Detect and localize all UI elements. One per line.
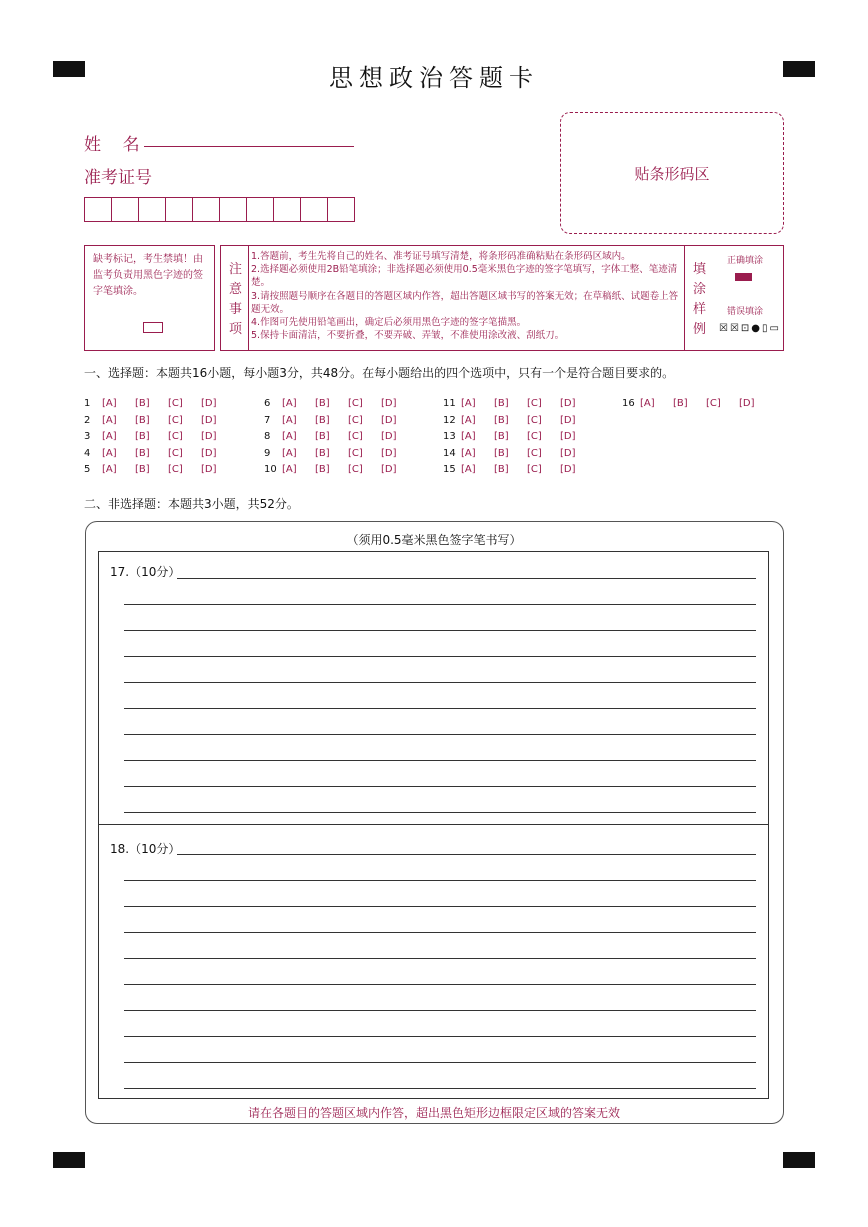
mc-option-bubble[interactable]: [B] <box>494 464 509 476</box>
mc-question-row <box>443 431 593 448</box>
mc-option-bubble[interactable]: [C] <box>168 398 183 409</box>
divider <box>684 246 685 350</box>
mc-question-number: 2 <box>84 414 91 426</box>
mc-option-bubble[interactable]: [C] <box>527 447 542 459</box>
exam-id-cell[interactable] <box>192 197 220 222</box>
mc-option-bubble[interactable]: [C] <box>168 447 183 459</box>
fill-wrong-label: 错误填涂 <box>726 307 763 317</box>
page-title: 思想政治答题卡 <box>329 64 539 92</box>
mc-question-number: 14 <box>443 447 456 459</box>
mc-option-bubble[interactable]: [D] <box>381 414 397 426</box>
mc-option-bubble[interactable]: [B] <box>673 398 688 409</box>
answer-line[interactable] <box>124 984 756 985</box>
mc-option-bubble[interactable]: [D] <box>560 447 576 459</box>
mc-option-bubble[interactable]: [B] <box>494 398 509 409</box>
mc-question-row <box>264 431 414 448</box>
mc-question-row <box>84 448 234 465</box>
absent-mark-slot[interactable] <box>143 322 163 333</box>
exam-id-cell[interactable] <box>165 197 193 222</box>
mc-option-bubble[interactable]: [D] <box>201 447 217 459</box>
mc-option-bubble[interactable]: [A] <box>461 464 476 476</box>
mc-option-bubble[interactable]: [D] <box>201 431 217 443</box>
answer-line[interactable] <box>124 656 756 657</box>
mc-option-bubble[interactable]: [D] <box>381 398 397 409</box>
mc-option-bubble[interactable]: [C] <box>348 447 363 459</box>
question-divider <box>98 824 769 825</box>
mc-question-number: 5 <box>84 464 91 476</box>
exam-id-cell[interactable] <box>219 197 247 222</box>
mc-option-bubble[interactable]: [A] <box>461 431 476 443</box>
mc-option-bubble[interactable]: [A] <box>282 414 297 426</box>
mc-option-bubble[interactable]: [B] <box>315 398 330 409</box>
mc-question-row <box>264 415 414 432</box>
mc-option-bubble[interactable]: [C] <box>168 431 183 443</box>
mc-option-bubble[interactable]: [D] <box>381 431 397 443</box>
exam-id-cell[interactable] <box>84 197 112 222</box>
mc-question-row <box>84 398 234 415</box>
mc-question-row <box>443 398 593 415</box>
note-item: 1.答题前，考生先将自己的姓名、准考证号填写清楚，将条形码准确粘贴在条形码区域内。 <box>251 251 631 262</box>
mc-option-bubble[interactable]: [B] <box>135 414 150 426</box>
answer-line[interactable] <box>124 682 756 683</box>
mc-option-bubble[interactable]: [C] <box>348 398 363 409</box>
mc-question-row <box>443 464 593 481</box>
mc-question-row <box>84 464 234 481</box>
mc-option-bubble[interactable]: [C] <box>348 431 363 443</box>
mc-question-number: 9 <box>264 447 271 459</box>
mc-option-bubble[interactable]: [C] <box>527 398 542 409</box>
notice-block <box>84 245 783 351</box>
exam-id-cell[interactable] <box>111 197 139 222</box>
answer-line[interactable] <box>124 1088 756 1089</box>
answer-line[interactable] <box>124 760 756 761</box>
mc-option-bubble[interactable]: [D] <box>381 464 397 476</box>
mc-question-number: 12 <box>443 414 456 426</box>
mc-option-bubble[interactable]: [D] <box>560 414 576 426</box>
section1-title: 一、选择题：本题共16小题，每小题3分，共48分。在每小题给出的四个选项中，只有一个是符合题目要求的。 <box>84 366 675 380</box>
answer-line[interactable] <box>124 958 756 959</box>
mc-option-bubble[interactable]: [D] <box>201 398 217 409</box>
mc-option-bubble[interactable]: [D] <box>560 398 576 409</box>
mc-option-bubble[interactable]: [B] <box>315 431 330 443</box>
mc-option-bubble[interactable]: [A] <box>102 414 117 426</box>
mc-option-bubble[interactable]: [C] <box>168 414 183 426</box>
mc-option-bubble[interactable]: [A] <box>461 414 476 426</box>
mc-option-bubble[interactable]: [C] <box>348 464 363 476</box>
note-item: 4.作图可先使用铅笔画出，确定后必须用黑色字迹的签字笔描黑。 <box>251 317 527 329</box>
note-item: 5.保持卡面清洁，不要折叠，不要弄破、弄皱，不准使用涂改液、刮纸刀。 <box>251 330 565 342</box>
answer-line[interactable] <box>124 932 756 933</box>
mc-question-row <box>622 398 772 415</box>
mc-option-bubble[interactable]: [B] <box>315 447 330 459</box>
fill-correct-label: 正确填涂 <box>726 256 763 266</box>
divider <box>248 246 249 350</box>
notes-heading: 注意事项 <box>229 262 243 337</box>
mc-question-number: 10 <box>264 464 277 476</box>
mc-option-bubble[interactable]: [C] <box>527 464 542 476</box>
mc-option-bubble[interactable]: [B] <box>494 414 509 426</box>
mc-question-number: 8 <box>264 431 271 443</box>
mc-question-number: 3 <box>84 431 91 443</box>
mc-option-bubble[interactable]: [C] <box>527 431 542 443</box>
answer-line[interactable] <box>124 880 756 881</box>
mc-option-bubble[interactable]: [B] <box>135 447 150 459</box>
mc-option-bubble[interactable]: [C] <box>348 414 363 426</box>
fill-correct-sample <box>735 273 752 281</box>
mc-question-number: 1 <box>84 398 91 409</box>
mc-option-bubble[interactable]: [B] <box>315 464 330 476</box>
mc-question-row <box>84 415 234 432</box>
mc-option-bubble[interactable]: [A] <box>640 398 655 409</box>
mc-option-bubble[interactable]: [A] <box>102 447 117 459</box>
mc-option-bubble[interactable]: [A] <box>102 464 117 476</box>
mc-option-bubble[interactable]: [A] <box>282 447 297 459</box>
mc-column <box>264 398 414 481</box>
name-label: 姓 名 <box>84 135 140 155</box>
mc-option-bubble[interactable]: [B] <box>315 414 330 426</box>
answer-line[interactable] <box>124 630 756 631</box>
barcode-label: 贴条形码区 <box>634 164 710 183</box>
mc-option-bubble[interactable]: [D] <box>739 398 755 409</box>
mc-question-row <box>443 448 593 465</box>
alignment-marker-bottom-left <box>53 1152 85 1168</box>
mc-option-bubble[interactable]: [C] <box>168 464 183 476</box>
mc-question-number: 13 <box>443 431 456 443</box>
mc-option-bubble[interactable]: [C] <box>706 398 721 409</box>
answer-line[interactable] <box>124 812 756 813</box>
mc-question-number: 7 <box>264 414 271 426</box>
mc-option-bubble[interactable]: [A] <box>102 398 117 409</box>
mc-option-bubble[interactable]: [D] <box>201 414 217 426</box>
fill-wrong-samples-icon: ☒☒⊡●▯▭ <box>719 323 781 334</box>
mc-option-bubble[interactable]: [C] <box>527 414 542 426</box>
answer-line[interactable] <box>177 578 756 579</box>
exam-id-label: 准考证号 <box>84 168 152 188</box>
note-item: 3.请按照题号顺序在各题目的答题区域内作答，超出答题区域书写的答案无效；在草稿纸、试题卷上答题无效。 <box>251 290 679 315</box>
mc-option-bubble[interactable]: [A] <box>461 447 476 459</box>
note-item: 2.选择题必须使用2B铅笔填涂；非选择题必须使用0.5毫米黑色字迹的签字笔填写，字体工整、笔迹清楚。 <box>251 264 678 289</box>
mc-option-bubble[interactable]: [A] <box>282 398 297 409</box>
mc-question-number: 4 <box>84 447 91 459</box>
notes-list <box>251 250 681 342</box>
answer-line[interactable] <box>124 734 756 735</box>
answer-line[interactable] <box>124 1036 756 1037</box>
mc-option-bubble[interactable]: [A] <box>282 431 297 443</box>
mc-option-bubble[interactable]: [D] <box>381 447 397 459</box>
mc-option-bubble[interactable]: [A] <box>282 464 297 476</box>
mc-option-bubble[interactable]: [B] <box>494 431 509 443</box>
section2-title: 二、非选择题：本题共3小题，共52分。 <box>84 497 299 511</box>
mc-option-bubble[interactable]: [B] <box>135 398 150 409</box>
answer-line[interactable] <box>124 1062 756 1063</box>
mc-option-bubble[interactable]: [D] <box>201 464 217 476</box>
notes-box <box>220 245 784 351</box>
mc-option-bubble[interactable]: [D] <box>560 431 576 443</box>
mc-question-row <box>264 448 414 465</box>
answer-line[interactable] <box>124 786 756 787</box>
answer-line[interactable] <box>177 854 756 855</box>
mc-option-bubble[interactable]: [B] <box>135 431 150 443</box>
mc-question-number: 15 <box>443 464 456 476</box>
answer-line[interactable] <box>124 906 756 907</box>
exam-id-grid[interactable] <box>84 197 354 222</box>
alignment-marker-bottom-right <box>783 1152 815 1168</box>
barcode-area <box>560 112 784 234</box>
mc-question-row <box>264 464 414 481</box>
mc-question-number: 6 <box>264 398 271 409</box>
answer-box <box>98 551 769 1099</box>
answer-line[interactable] <box>124 604 756 605</box>
mc-option-bubble[interactable]: [B] <box>135 464 150 476</box>
exam-id-cell[interactable] <box>327 197 355 222</box>
mc-column <box>84 398 234 481</box>
mc-question-number: 16 <box>622 398 635 409</box>
mc-option-bubble[interactable]: [B] <box>494 447 509 459</box>
mc-option-bubble[interactable]: [D] <box>560 464 576 476</box>
footer-note: 请在各题目的答题区域内作答，超出黑色矩形边框限定区域的答案无效 <box>247 1106 620 1120</box>
mc-option-bubble[interactable]: [A] <box>461 398 476 409</box>
mc-column <box>622 398 772 415</box>
mc-question-row <box>84 431 234 448</box>
exam-id-cell[interactable] <box>273 197 301 222</box>
pen-note: （须用0.5毫米黑色签字笔书写） <box>346 533 522 547</box>
absent-mark-box <box>84 245 215 351</box>
exam-id-cell[interactable] <box>246 197 274 222</box>
mc-question-row <box>443 415 593 432</box>
mc-option-bubble[interactable]: [A] <box>102 431 117 443</box>
mc-question-row <box>264 398 414 415</box>
absent-note: 缺考标记，考生禁填！由监考负责用黑色字迹的签字笔填涂。 <box>93 254 203 297</box>
mc-column <box>443 398 593 481</box>
mc-question-number: 11 <box>443 398 456 409</box>
name-field[interactable] <box>144 146 354 147</box>
answer-line[interactable] <box>124 1010 756 1011</box>
fill-sample-heading: 填涂样例 <box>693 262 707 337</box>
q17-label: 17.（10分） <box>110 565 181 579</box>
q18-label: 18.（10分） <box>110 842 181 856</box>
exam-id-cell[interactable] <box>300 197 328 222</box>
answer-line[interactable] <box>124 708 756 709</box>
exam-id-cell[interactable] <box>138 197 166 222</box>
